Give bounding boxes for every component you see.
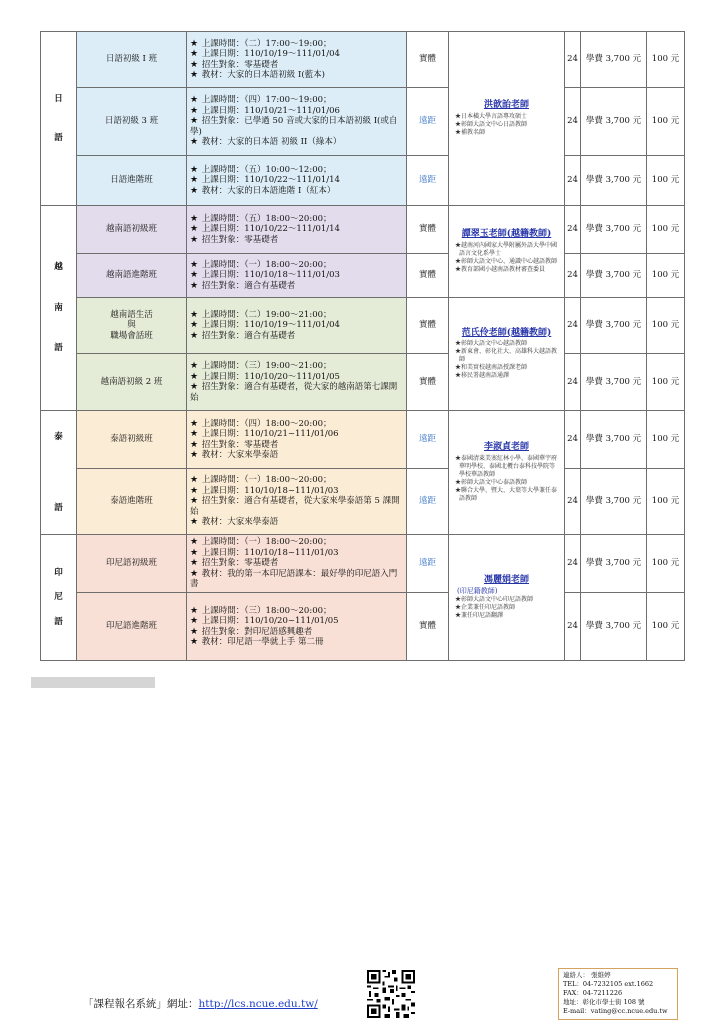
- course-hours: 24: [565, 32, 581, 88]
- star-icon: ★: [190, 439, 199, 450]
- course-info: ★ 上課時間：（五）10:00～12:00； ★ 上課日期：110/10/22～111/01/14 ★ 教材：大家的日本語進階 I（紅本）: [187, 156, 407, 206]
- star-icon: ★: [190, 382, 199, 392]
- course-info: ★ 上課時間：（一）18:00～20:00； ★ 上課日期：110/10/18~111/01/03 ★ 招生對象：適合有基礎者，從大家來學泰語第 5 課開始 ★ 教材：大家來學泰語: [187, 469, 407, 535]
- teacher-cell: 譚翠玉老師(越籍教師) ★越南河內國家大學附屬外語大學中國語言文化系學士 ★彰師大語文中心、通識中心越語教師 ★教育部國小越南語教材審查委員: [449, 206, 565, 298]
- course-fee: 學費 3,700 元: [581, 298, 647, 354]
- star-icon: ★: [190, 485, 199, 496]
- material-price: 100 元: [647, 156, 685, 206]
- star-icon: ★: [190, 59, 199, 70]
- star-icon: ★: [190, 361, 199, 371]
- language-cell-japanese: 日 語: [41, 32, 77, 206]
- star-icon: ★: [190, 164, 199, 175]
- teacher-name: 洪歆詒老師: [483, 100, 529, 111]
- language-cell-vietnamese: 越 南 語: [41, 206, 77, 411]
- star-icon: ★: [190, 259, 199, 270]
- course-name: 日語進階班: [77, 156, 187, 206]
- star-icon: ★: [190, 626, 199, 637]
- course-info: ★ 上課時間：（一）18:00～20:00； ★ 上課日期：110/10/18~111/01/03 ★ 招生對象：零基礎者 ★ 教材：我的第一本印尼語課本：最好學的印尼語入門書: [187, 535, 407, 593]
- star-icon: ★: [190, 234, 199, 245]
- contact-person: 連絡人： 張維婷: [563, 971, 611, 979]
- course-fee: 學費 3,700 元: [581, 88, 647, 156]
- course-hours: 24: [565, 354, 581, 411]
- qr-code-icon[interactable]: [367, 970, 415, 1018]
- material-price: 100 元: [647, 32, 685, 88]
- star-icon: ★: [190, 558, 199, 569]
- course-info: ★ 上課時間：（五）18:00～20:00； ★ 上課日期：110/10/22～111/01/14 ★ 招生對象：零基礎者: [187, 206, 407, 254]
- course-fee: 學費 3,700 元: [581, 535, 647, 593]
- teacher-cell: 洪歆詒老師 ★日本橫大學言語專攻碩士 ★彰師大語文中心日語教師 ★補教名師: [449, 32, 565, 206]
- course-hours: 24: [565, 593, 581, 661]
- star-icon: ★: [190, 616, 199, 626]
- course-mode: 遠距: [407, 535, 449, 593]
- course-hours: 24: [565, 469, 581, 535]
- registration-link[interactable]: http://lcs.ncue.edu.tw/: [198, 998, 318, 1010]
- star-icon: ★: [190, 175, 199, 186]
- star-icon: ★: [190, 137, 199, 148]
- course-hours: 24: [565, 411, 581, 469]
- star-icon: ★: [190, 637, 199, 647]
- course-name: 越南語進階班: [77, 254, 187, 298]
- course-hours: 24: [565, 535, 581, 593]
- course-info: ★ 上課時間：（二）17:00～19:00； ★ 上課日期：110/10/19～111/01/04 ★ 招生對象：零基礎者 ★ 教材：大家的日本語初級 I(藍本): [187, 32, 407, 88]
- course-name: 越南語初級班: [77, 206, 187, 254]
- course-fee: 學費 3,700 元: [581, 354, 647, 411]
- course-info: ★ 上課時間：（三）18:00～20:00； ★ 上課日期：110/10/20~111/01/05 ★ 招生對象：對印尼語感興趣者 ★ 教材：印尼語一學就上手 第二冊: [187, 593, 407, 661]
- table-row: [41, 206, 685, 254]
- course-mode: 實體: [407, 206, 449, 254]
- course-mode: 實體: [407, 354, 449, 411]
- material-price: 100 元: [647, 354, 685, 411]
- star-icon: ★: [190, 371, 199, 382]
- course-name: 越南語初級 2 班: [77, 354, 187, 411]
- contact-fax: FAX：04-7211226: [563, 989, 623, 997]
- course-name: 泰語初級班: [77, 411, 187, 469]
- teacher-name: 譚翠玉老師(越籍教師): [461, 229, 552, 240]
- star-icon: ★: [190, 537, 199, 548]
- language-cell-indonesian: 印 尼 語: [41, 535, 77, 661]
- contact-email: E-mail：vating@cc.ncue.edu.tw: [563, 1007, 668, 1015]
- course-info: ★ 上課時間：（二）19:00～21:00； ★ 上課日期：110/10/19～111/01/04 ★ 招生對象：適合有基礎者: [187, 298, 407, 354]
- table-row: [41, 411, 685, 469]
- table-row: [41, 354, 685, 411]
- teacher-name: 馮麗娟老師: [483, 575, 529, 585]
- redacted-bar: [31, 677, 155, 688]
- table-row: [41, 88, 685, 156]
- course-name: 泰語進階班: [77, 469, 187, 535]
- material-price: 100 元: [647, 88, 685, 156]
- star-icon: ★: [190, 309, 199, 320]
- teacher-subtitle: (印尼籍教師): [457, 586, 498, 595]
- contact-tel: TEL：04-7232105 ext.1662: [563, 980, 654, 988]
- registration-label: 「課程報名系統」網址：: [83, 998, 199, 1010]
- course-fee: 學費 3,700 元: [581, 469, 647, 535]
- star-icon: ★: [190, 49, 199, 59]
- star-icon: ★: [190, 330, 199, 341]
- course-mode: 實體: [407, 298, 449, 354]
- star-icon: ★: [190, 547, 199, 558]
- star-icon: ★: [190, 95, 199, 106]
- material-price: 100 元: [647, 298, 685, 354]
- course-name: 越南語生活 與 職場會話班: [77, 298, 187, 354]
- table-row: [41, 254, 685, 298]
- star-icon: ★: [190, 496, 199, 507]
- table-row: [41, 32, 685, 88]
- star-icon: ★: [190, 320, 199, 331]
- teacher-cell: 李淑貞老師 ★泰國清萊美塞紅林小學、泰國華宇府華明學校、泰國北欖台泰科技學院等學校華語教師 ★彰師大語文中心泰語教師 ★聯合大學、暨大、大葉等大學兼任泰語教師: [449, 411, 565, 535]
- table-row: [41, 298, 685, 354]
- teacher-name: 李淑貞老師: [483, 442, 529, 453]
- course-fee: 學費 3,700 元: [581, 411, 647, 469]
- teacher-name: 范氏伶老師(越籍教師): [461, 327, 552, 338]
- star-icon: ★: [190, 280, 199, 291]
- star-icon: ★: [190, 568, 199, 579]
- material-price: 100 元: [647, 411, 685, 469]
- course-mode: 實體: [407, 32, 449, 88]
- star-icon: ★: [190, 475, 199, 486]
- registration-url-line: [83, 996, 318, 1011]
- material-price: 100 元: [647, 593, 685, 661]
- star-icon: ★: [190, 429, 199, 439]
- material-price: 100 元: [647, 206, 685, 254]
- table-row: [41, 593, 685, 661]
- contact-address: 地址：彰化市學士街 108 號: [563, 998, 645, 1006]
- star-icon: ★: [190, 605, 199, 616]
- course-name: 日語初級 I 班: [77, 32, 187, 88]
- material-price: 100 元: [647, 469, 685, 535]
- course-hours: 24: [565, 254, 581, 298]
- teacher-cell: 馮麗娟老師 (印尼籍教師) ★彰師大語文中心印尼語教師 ★企業兼任印尼語教師 ★兼任印尼語翻譯: [449, 535, 565, 661]
- course-mode: 遠距: [407, 156, 449, 206]
- course-mode: 遠距: [407, 88, 449, 156]
- star-icon: ★: [190, 105, 199, 116]
- course-hours: 24: [565, 206, 581, 254]
- material-price: 100 元: [647, 254, 685, 298]
- star-icon: ★: [190, 224, 199, 235]
- table-row: [41, 156, 685, 206]
- course-fee: 學費 3,700 元: [581, 156, 647, 206]
- table-row: [41, 535, 685, 593]
- language-cell-thai: 泰 語: [41, 411, 77, 535]
- course-fee: 學費 3,700 元: [581, 593, 647, 661]
- teacher-cell: 范氏伶老師(越籍教師) ★彰師大語文中心越語教師 ★新東會、彰化社大、高雄科大越語教師 ★和美實校越南語授課老師 ★移民署越南語通譯: [449, 298, 565, 411]
- star-icon: ★: [190, 38, 199, 49]
- table-row: [41, 469, 685, 535]
- star-icon: ★: [190, 450, 199, 460]
- star-icon: ★: [190, 418, 199, 429]
- course-hours: 24: [565, 298, 581, 354]
- contact-box: [558, 968, 678, 1020]
- star-icon: ★: [190, 116, 199, 127]
- course-fee: 學費 3,700 元: [581, 254, 647, 298]
- course-mode: 實體: [407, 593, 449, 661]
- course-info: ★ 上課時間：（四）17:00～19:00； ★ 上課日期：110/10/21～111/01/06 ★ 招生對象：已學過 50 音或大家的日本語初級 I(或自學) ★ 教材：大家的日本語 初級 II（綠本）: [187, 88, 407, 156]
- course-fee: 學費 3,700 元: [581, 206, 647, 254]
- material-price: 100 元: [647, 535, 685, 593]
- course-name: 日語初級 3 班: [77, 88, 187, 156]
- course-fee: 學費 3,700 元: [581, 32, 647, 88]
- star-icon: ★: [190, 213, 199, 224]
- course-mode: 遠距: [407, 469, 449, 535]
- course-info: ★ 上課時間：（一）18:00～20:00； ★ 上課日期：110/10/18～111/01/03 ★ 招生對象：適合有基礎者: [187, 254, 407, 298]
- course-schedule-table: [40, 31, 685, 661]
- course-mode: 遠距: [407, 411, 449, 469]
- star-icon: ★: [190, 185, 199, 196]
- course-info: ★ 上課時間：（三）19:00～21:00； ★ 上課日期：110/10/20～111/01/05 ★ 招生對象：適合有基礎者，從大家的越南語第七課開始: [187, 354, 407, 411]
- star-icon: ★: [190, 70, 199, 80]
- star-icon: ★: [190, 270, 199, 281]
- star-icon: ★: [190, 517, 199, 528]
- course-hours: 24: [565, 156, 581, 206]
- course-name: 印尼語初級班: [77, 535, 187, 593]
- course-mode: 實體: [407, 254, 449, 298]
- course-name: 印尼語進階班: [77, 593, 187, 661]
- course-info: ★ 上課時間：（四）18:00～20:00； ★ 上課日期：110/10/21~111/01/06 ★ 招生對象：零基礎者 ★ 教材：大家來學泰語: [187, 411, 407, 469]
- course-hours: 24: [565, 88, 581, 156]
